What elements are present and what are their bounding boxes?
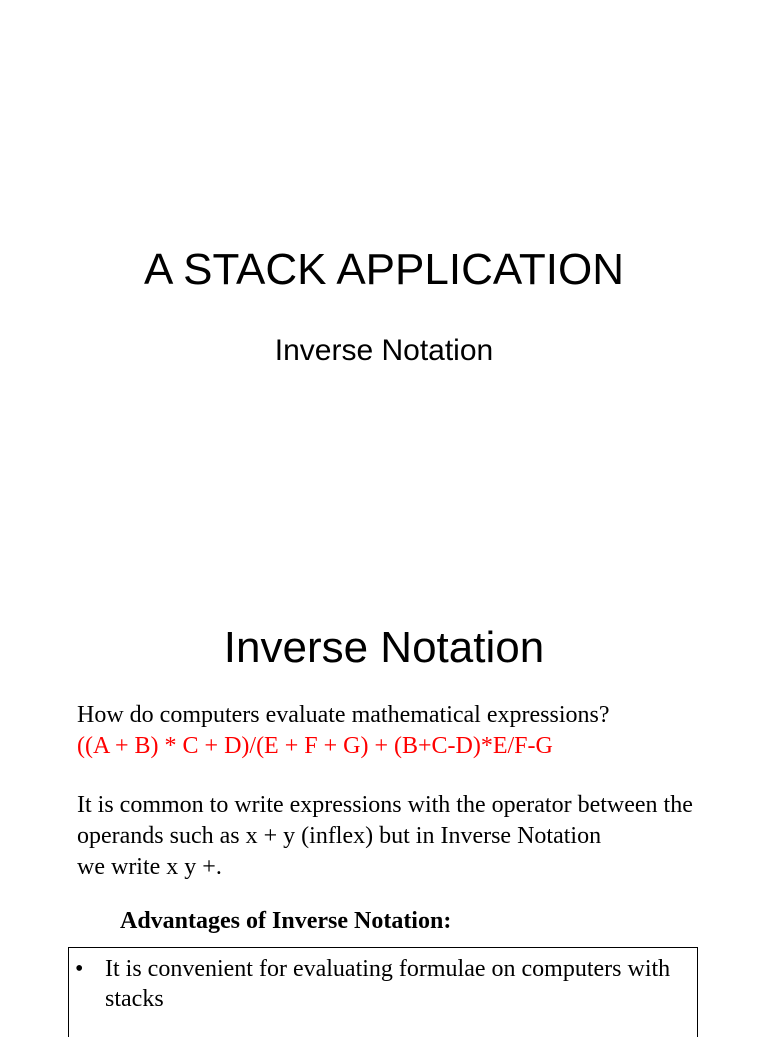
paragraph-line: It is common to write expressions with the operator between the (77, 792, 693, 818)
question-text: How do computers evaluate mathematical expressions? (77, 702, 610, 728)
content-slide (0, 576, 768, 1024)
slide-heading: Inverse Notation (223, 623, 545, 672)
bullet-icon: • (75, 956, 84, 982)
advantages-heading: Advantages of Inverse Notation: (120, 908, 452, 934)
advantage-item (75, 954, 685, 1014)
paragraph-line: operands such as x + y (inflex) but in Inverse Notation (77, 823, 602, 849)
explanation-paragraph (77, 790, 757, 883)
slide-subtitle: Inverse Notation (274, 334, 494, 367)
advantage-text: It is convenient for evaluating formulae on computers with stacks (105, 956, 671, 1012)
example-expression: ((A + B) * C + D)/(E + F + G) + (B+C-D)*E/F-G (77, 733, 553, 759)
paragraph-line: we write x y +. (77, 854, 222, 880)
slide-title: A STACK APPLICATION (143, 245, 625, 294)
